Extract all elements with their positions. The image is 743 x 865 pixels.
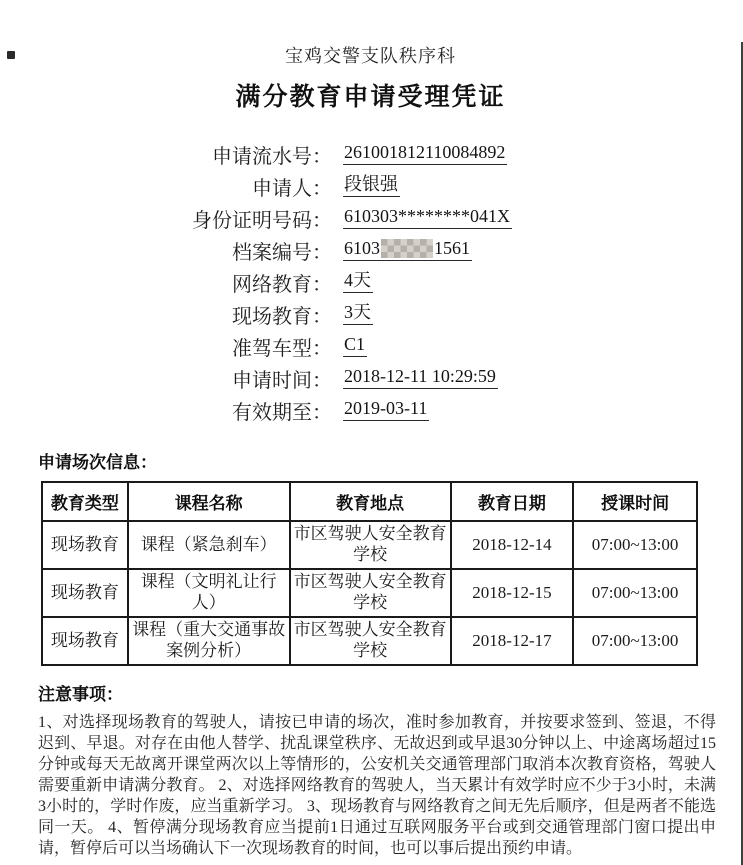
table-header-row xyxy=(42,482,697,521)
table-cell: 2018-12-14 xyxy=(451,521,573,569)
notes-body: 1、对选择现场教育的驾驶人，请按已申请的场次，准时参加教育，并按要求签到、签退，不得迟到、早退。对存在由他人替学、扰乱课堂秩序、无故迟到或早退30分钟以上、中途离场超过15分钟或每天无故离开课堂两次以上等情形的，公安机关交通管理部门取消本次教育资格，驾驶人需要重新申请满分教育。 2、对选择网络教育的驾驶人，当天累计有效学时应不少于3小时，未满3小时的，学时作废，应当重新学习。 3、现场教育与网络教育之间无先后顺序，但是两者不能选同一天。 4、暂停满分现场教育应当提前1日通过互联网服务平台或到交通管理部门窗口提出申请，暂停后可以当场确认下一次现场教育的时间，也可以事后提出预约申请。 xyxy=(38,714,716,857)
field-row xyxy=(0,298,741,330)
mosaic-redaction xyxy=(381,239,433,258)
table-cell: 07:00~13:00 xyxy=(573,521,697,569)
table-cell: 2018-12-15 xyxy=(451,569,573,617)
table-cell: 课程（重大交通事故案例分析） xyxy=(128,617,290,665)
scan-artifact-mark xyxy=(7,51,15,59)
table-row xyxy=(42,521,697,569)
fields xyxy=(0,138,741,426)
field-value: 261001812110084892 xyxy=(343,143,507,165)
sessions-table xyxy=(41,481,698,666)
field-row xyxy=(0,138,741,170)
table-header-cell: 授课时间 xyxy=(573,482,697,521)
field-label: 现场教育： xyxy=(232,305,332,328)
value-suffix: 1561 xyxy=(434,238,470,259)
table-cell: 现场教育 xyxy=(42,569,128,617)
field-row xyxy=(0,170,741,202)
field-label: 准驾车型： xyxy=(232,337,332,360)
table-row xyxy=(42,569,697,617)
table-cell: 2018-12-17 xyxy=(451,617,573,665)
sessions-table-body xyxy=(42,521,697,665)
table-cell: 07:00~13:00 xyxy=(573,569,697,617)
agency-name: 宝鸡交警支队秩序科 xyxy=(285,46,456,66)
document-title: 满分教育申请受理凭证 xyxy=(235,83,506,111)
table-cell: 现场教育 xyxy=(42,521,128,569)
field-label: 申请时间： xyxy=(232,369,332,392)
table-row xyxy=(42,617,697,665)
field-label: 申请流水号： xyxy=(212,145,332,168)
table-cell: 市区驾驶人安全教育学校 xyxy=(290,617,451,665)
field-label: 申请人： xyxy=(252,177,332,200)
sessions-heading: 申请场次信息： xyxy=(38,453,157,472)
table-cell: 课程（文明礼让行人） xyxy=(128,569,290,617)
notes-heading: 注意事项： xyxy=(38,685,123,704)
field-row xyxy=(0,330,741,362)
value-prefix: 6103 xyxy=(344,238,380,259)
field-value: 段银强 xyxy=(343,175,400,197)
field-label: 身份证明号码： xyxy=(192,209,332,232)
field-row xyxy=(0,202,741,234)
table-header-cell: 教育类型 xyxy=(42,482,128,521)
field-label: 档案编号： xyxy=(232,241,332,264)
field-row xyxy=(0,234,741,266)
field-row xyxy=(0,266,741,298)
field-value: 3天 xyxy=(343,303,373,325)
table-cell: 现场教育 xyxy=(42,617,128,665)
field-row xyxy=(0,362,741,394)
table-cell: 市区驾驶人安全教育学校 xyxy=(290,569,451,617)
table-header-cell: 教育日期 xyxy=(451,482,573,521)
field-value xyxy=(343,239,472,261)
field-row xyxy=(0,394,741,426)
field-value: 4天 xyxy=(343,271,373,293)
field-value: 610303********041X xyxy=(343,207,512,229)
field-label: 网络教育： xyxy=(232,273,332,296)
table-cell: 市区驾驶人安全教育学校 xyxy=(290,521,451,569)
field-value: C1 xyxy=(343,335,367,357)
field-value: 2019-03-11 xyxy=(343,399,429,421)
table-header-cell: 课程名称 xyxy=(128,482,290,521)
field-label: 有效期至： xyxy=(232,401,332,424)
table-header-cell: 教育地点 xyxy=(290,482,451,521)
sessions-table-head xyxy=(42,482,697,521)
table-cell: 课程（紧急刹车） xyxy=(128,521,290,569)
table-cell: 07:00~13:00 xyxy=(573,617,697,665)
field-value: 2018-12-11 10:29:59 xyxy=(343,367,498,389)
